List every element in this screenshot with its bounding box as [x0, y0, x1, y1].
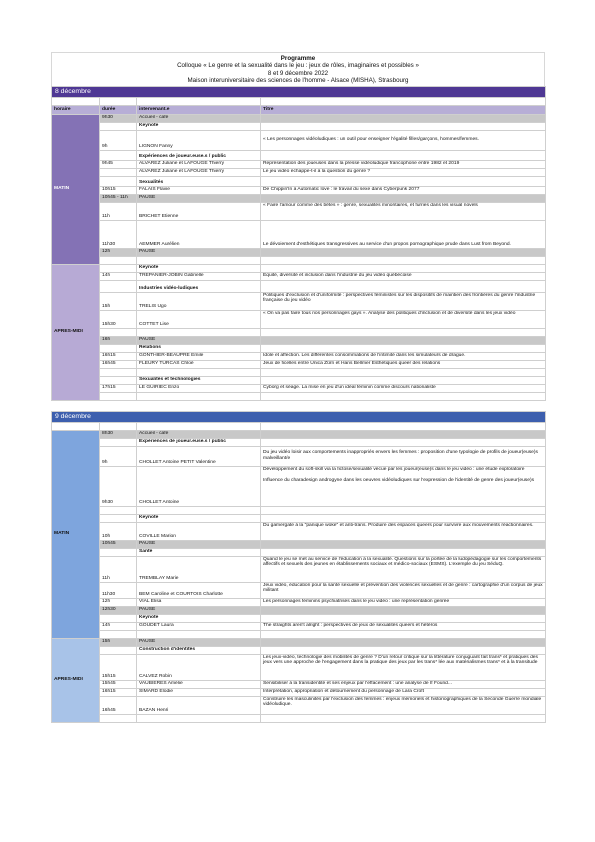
table-row — [52, 344, 546, 352]
section-label: Santé — [137, 548, 261, 556]
time-cell: 15h — [100, 638, 137, 646]
time-cell: 16h45 — [100, 360, 137, 368]
table-row — [52, 606, 546, 614]
table-row — [52, 438, 546, 446]
title-cell: Quand le jeu se met au service de l'éducation à la sexualité. Questions sur la portée de la ludopédagogie sur les comportements affectifs et sexuels des jeunes en établissements sociaux et médico-sociaux (ESMS). L'exemple du jeu SéduQ. — [261, 556, 546, 582]
speaker-cell: GOUDET Laura — [137, 622, 261, 630]
table-row — [52, 280, 546, 292]
speaker-cell: GONTHIER-BEAUPRE Émile — [137, 352, 261, 360]
table-row — [52, 466, 546, 506]
col-intervenant: intervenant.e — [137, 105, 261, 114]
title-cell: Idole et affection. Les différentes consommations de l'intimité dans les simulateurs de drague. — [261, 352, 546, 360]
table-row — [52, 310, 546, 328]
page-title: Programme — [280, 55, 316, 62]
event-venue: Maison interuniversitaire des sciences de l'homme - Alsace (MISHA), Strasbourg — [187, 77, 409, 85]
table-row — [52, 548, 546, 556]
table-row — [52, 654, 546, 680]
time-cell: 11h30 — [100, 220, 137, 248]
time-cell: 15h45 — [100, 680, 137, 688]
section-label: Expériences de joueur.euse.s / public — [137, 438, 261, 446]
time-cell: 10h — [100, 522, 137, 540]
time-cell: 15h15 — [100, 654, 137, 680]
time-cell: 8h30 — [100, 430, 137, 438]
title-cell: Du jeu vidéo loisir aux comportements inappropriés envers les femmes : proposition d'une typologie de profils de joueur(euse)s malveillant/e — [261, 446, 546, 466]
title-cell: Équité, diversité et inclusion dans l'industrie du jeu vidéo québécoise — [261, 272, 546, 280]
time-cell: 17h15 — [100, 384, 137, 392]
column-header-row — [52, 105, 546, 114]
table-row — [52, 272, 546, 280]
title-cell: Représentation des joueuses dans la presse vidéoludique francophone entre 1982 et 2019 — [261, 160, 546, 168]
time-cell: 10h45 — [100, 540, 137, 548]
pause-label: PAUSE — [137, 606, 261, 614]
day-header: 9 décembre — [52, 411, 546, 422]
table-row — [52, 522, 546, 540]
section-label: Relations — [137, 344, 261, 352]
table-row — [52, 168, 546, 176]
speaker-cell: ALVAREZ Juliane et LAFOUGE Thierry — [137, 160, 261, 168]
time-cell: 9h30 — [100, 114, 137, 122]
title-cell — [261, 466, 546, 506]
table-row — [52, 430, 546, 438]
day-header: 8 décembre — [52, 86, 546, 97]
section-label: Keynote — [137, 614, 261, 622]
time-cell: 11h30 — [100, 582, 137, 598]
table-row — [52, 622, 546, 630]
pause-label: PAUSE — [137, 336, 261, 344]
title-cell: De Chippin'In à Automatic love : le travail du sexe dans Cyberpunk 2077 — [261, 186, 546, 194]
speaker-cell: CHOLLET Antoine — [137, 466, 261, 506]
title-cell: Le jeu vidéo échappe-t-il à la question du genre ? — [261, 168, 546, 176]
programme-header — [51, 52, 545, 86]
table-row — [52, 680, 546, 688]
table-row — [52, 598, 546, 606]
table-row — [52, 696, 546, 714]
period-label: APRES-MIDI — [52, 264, 100, 400]
table-row — [52, 336, 546, 344]
speaker-cell: VAUBIERES Amélie — [137, 680, 261, 688]
speaker-cell: SIMARD Élodie — [137, 688, 261, 696]
speaker-cell: AEMMER Aurélien — [137, 220, 261, 248]
programme-sheet — [51, 52, 545, 723]
section-label: Sexualités — [137, 176, 261, 186]
speaker-cell: BRICHET Etienne — [137, 202, 261, 220]
table-row — [52, 360, 546, 368]
table-row — [52, 292, 546, 310]
speaker-cell: TREPANIER-JOBIN Gabrielle — [137, 272, 261, 280]
table-row — [52, 160, 546, 168]
speaker-cell: ALVAREZ Juliane et LAFOUGE Thierry — [137, 168, 261, 176]
title-cell: Politiques d'exclusion et d'uniformité : perspectives féministes sur les dispositifs de maintien des frontières du genre l'industrie française du jeu vidéo — [261, 292, 546, 310]
speaker-cell: FLEURY TURCAS Chloé — [137, 360, 261, 368]
section-label: Sexualités et technologies — [137, 376, 261, 384]
period-label: APRES-MIDI — [52, 638, 100, 722]
time-cell: 11h — [100, 202, 137, 220]
event-subtitle: Colloque « Le genre et la sexualité dans le jeu : jeux de rôles, imaginaires et possibles » — [177, 62, 419, 70]
title-cell: Interprétation, appropriation et détournement du personnage de Lara Croft — [261, 688, 546, 696]
table-row — [52, 582, 546, 598]
time-cell: 14h — [100, 622, 137, 630]
title-cell: Jeux de ficelles entre Unica Zürn et Hans Bellmer Esthétiques queer des relations — [261, 360, 546, 368]
section-label: Industries vidéo-ludiques — [137, 280, 261, 292]
table-row — [52, 638, 546, 646]
schedule-table — [51, 86, 546, 723]
time-cell: 12h — [100, 248, 137, 256]
speaker-cell: CALVEZ Robin — [137, 654, 261, 680]
table-row — [52, 202, 546, 220]
title-cell: Les jeux-vidéo, technologie des mobilités de genre ? D'un retour critique sur la littérature conjuguant fait trans* et pratiques des jeux vers une approche de l'engagement dans la pratique des jeux par les trans* lée aux matérialismes trans* et à la transitude — [261, 654, 546, 680]
table-row — [52, 114, 546, 122]
time-cell: 9h — [100, 130, 137, 150]
pause-label: PAUSE — [137, 540, 261, 548]
table-row — [52, 248, 546, 256]
col-titre: Titre — [261, 105, 546, 114]
title-cell: Cyborg et séage. La mise en jeu d'un idéal féminin comme discours nationaliste — [261, 384, 546, 392]
table-row — [52, 556, 546, 582]
time-cell: 9h — [100, 446, 137, 466]
period-label: MATIN — [52, 430, 100, 638]
table-row — [52, 352, 546, 360]
title-text: Développement du soft-skill via la fictose/sexualité vécue par les joueur(euse)s dans le jeu vidéo : une étude exploratoire — [263, 466, 525, 472]
section-label: Keynote — [137, 122, 261, 130]
section-label: Keynote — [137, 514, 261, 522]
time-cell: 10h15 — [100, 186, 137, 194]
speaker-cell: TREMBLAY Marie — [137, 556, 261, 582]
speaker-cell: LE GUIRIEC Enzo — [137, 384, 261, 392]
period-label: MATIN — [52, 114, 100, 264]
table-row — [52, 194, 546, 202]
time-cell: 14h — [100, 272, 137, 280]
table-row — [52, 150, 546, 160]
table-row — [52, 264, 546, 272]
table-row — [52, 176, 546, 186]
table-row — [52, 186, 546, 194]
table-row — [52, 540, 546, 548]
section-label: Keynote — [137, 264, 261, 272]
time-cell: 16h15 — [100, 352, 137, 360]
time-cell: 12h — [100, 598, 137, 606]
event-dates: 8 et 9 décembre 2022 — [267, 69, 329, 77]
title-cell: Sensibiliser à la transidentité et ses enjeux par l'effacement : une analyse de If Found... — [261, 680, 546, 688]
speaker-cell: TRELIS Ugo — [137, 292, 261, 310]
speaker-cell: VIAL Elisa — [137, 598, 261, 606]
title-cell: Construire les masculinités par l'exclusion des femmes : enjeux mémoriels et historiographiques de la Seconde Guerre mondiale vidéoludique. — [261, 696, 546, 714]
table-row — [52, 688, 546, 696]
table-row — [52, 122, 546, 130]
title-cell: « Faire l'amour comme des bêtes » : genre, sexualités minoritaires, et furries dans les visual novels — [261, 202, 546, 220]
time-cell: 15h30 — [100, 310, 137, 328]
time-cell: 9h45 — [100, 160, 137, 168]
col-duree: durée — [100, 105, 137, 114]
speaker-cell: Accueil - café — [137, 114, 261, 122]
title-text: Influence du charadesign androgyne dans les oeuvres vidéoludiques sur l'expression de l'identité de genre des joueur(euse)s — [263, 478, 535, 484]
table-row — [52, 446, 546, 466]
title-cell: « Les personnages vidéoludiques : un outil pour enseigner l'égalité filles/garçons, hommes/femmes. — [261, 130, 546, 150]
time-cell: 16h45 — [100, 696, 137, 714]
table-row — [52, 220, 546, 248]
section-label: Construction d'identités — [137, 646, 261, 654]
time-cell: 15h — [100, 292, 137, 310]
pause-label: PAUSE — [137, 248, 261, 256]
speaker-cell: LIGNON Fanny — [137, 130, 261, 150]
time-cell: 9h30 — [100, 466, 137, 506]
speaker-cell: CHOLLET Antoine PETIT Valentine — [137, 446, 261, 466]
table-row — [52, 376, 546, 384]
time-cell: 10h45 - 11h — [100, 194, 137, 202]
speaker-cell: BEM Caroline et COURTOIS Charlotte — [137, 582, 261, 598]
table-row — [52, 384, 546, 392]
speaker-cell: FALAIS Flavie — [137, 186, 261, 194]
time-cell: 16h — [100, 336, 137, 344]
time-cell: 11h — [100, 556, 137, 582]
pause-label: PAUSE — [137, 638, 261, 646]
title-cell: The straights aren't alright : perspectives de jeux de sexualités queers et hétéros — [261, 622, 546, 630]
speaker-cell: COTTET Lise — [137, 310, 261, 328]
section-label: Expériences de joueur.euse.s / public — [137, 150, 261, 160]
table-row — [52, 646, 546, 654]
title-cell: Jeux vidéo, éducation pour la santé sexuelle et prévention des violences sexuelles et de genre : cartographie d'un corpus de jeux militant — [261, 582, 546, 598]
title-cell: Le dévoiement d'esthétiques transgressives au service d'un propos pornographique prude dans Lust from Beyond. — [261, 220, 546, 248]
speaker-cell: Accueil - café — [137, 430, 261, 438]
title-cell: Du gamergate à la "panique woke" et anti-trans. Produire des espaces queers pour survivre aux mouvements réactionnaires. — [261, 522, 546, 540]
table-row — [52, 614, 546, 622]
title-cell: « On va pas faire tous nos personnages gays ». Analyse des politiques d'inclusion et de diversité dans les jeux vidéo — [261, 310, 546, 328]
table-row — [52, 130, 546, 150]
speaker-cell: BAZAN Henri — [137, 696, 261, 714]
speaker-cell: COVILLE Marion — [137, 522, 261, 540]
title-cell: Les personnages féminins psychiatrisés dans le jeu vidéo : une représentation genrée — [261, 598, 546, 606]
col-horaire: horaire — [52, 105, 100, 114]
table-row — [52, 514, 546, 522]
pause-label: PAUSE — [137, 194, 261, 202]
time-cell: 16h15 — [100, 688, 137, 696]
time-cell: 12h30 — [100, 606, 137, 614]
